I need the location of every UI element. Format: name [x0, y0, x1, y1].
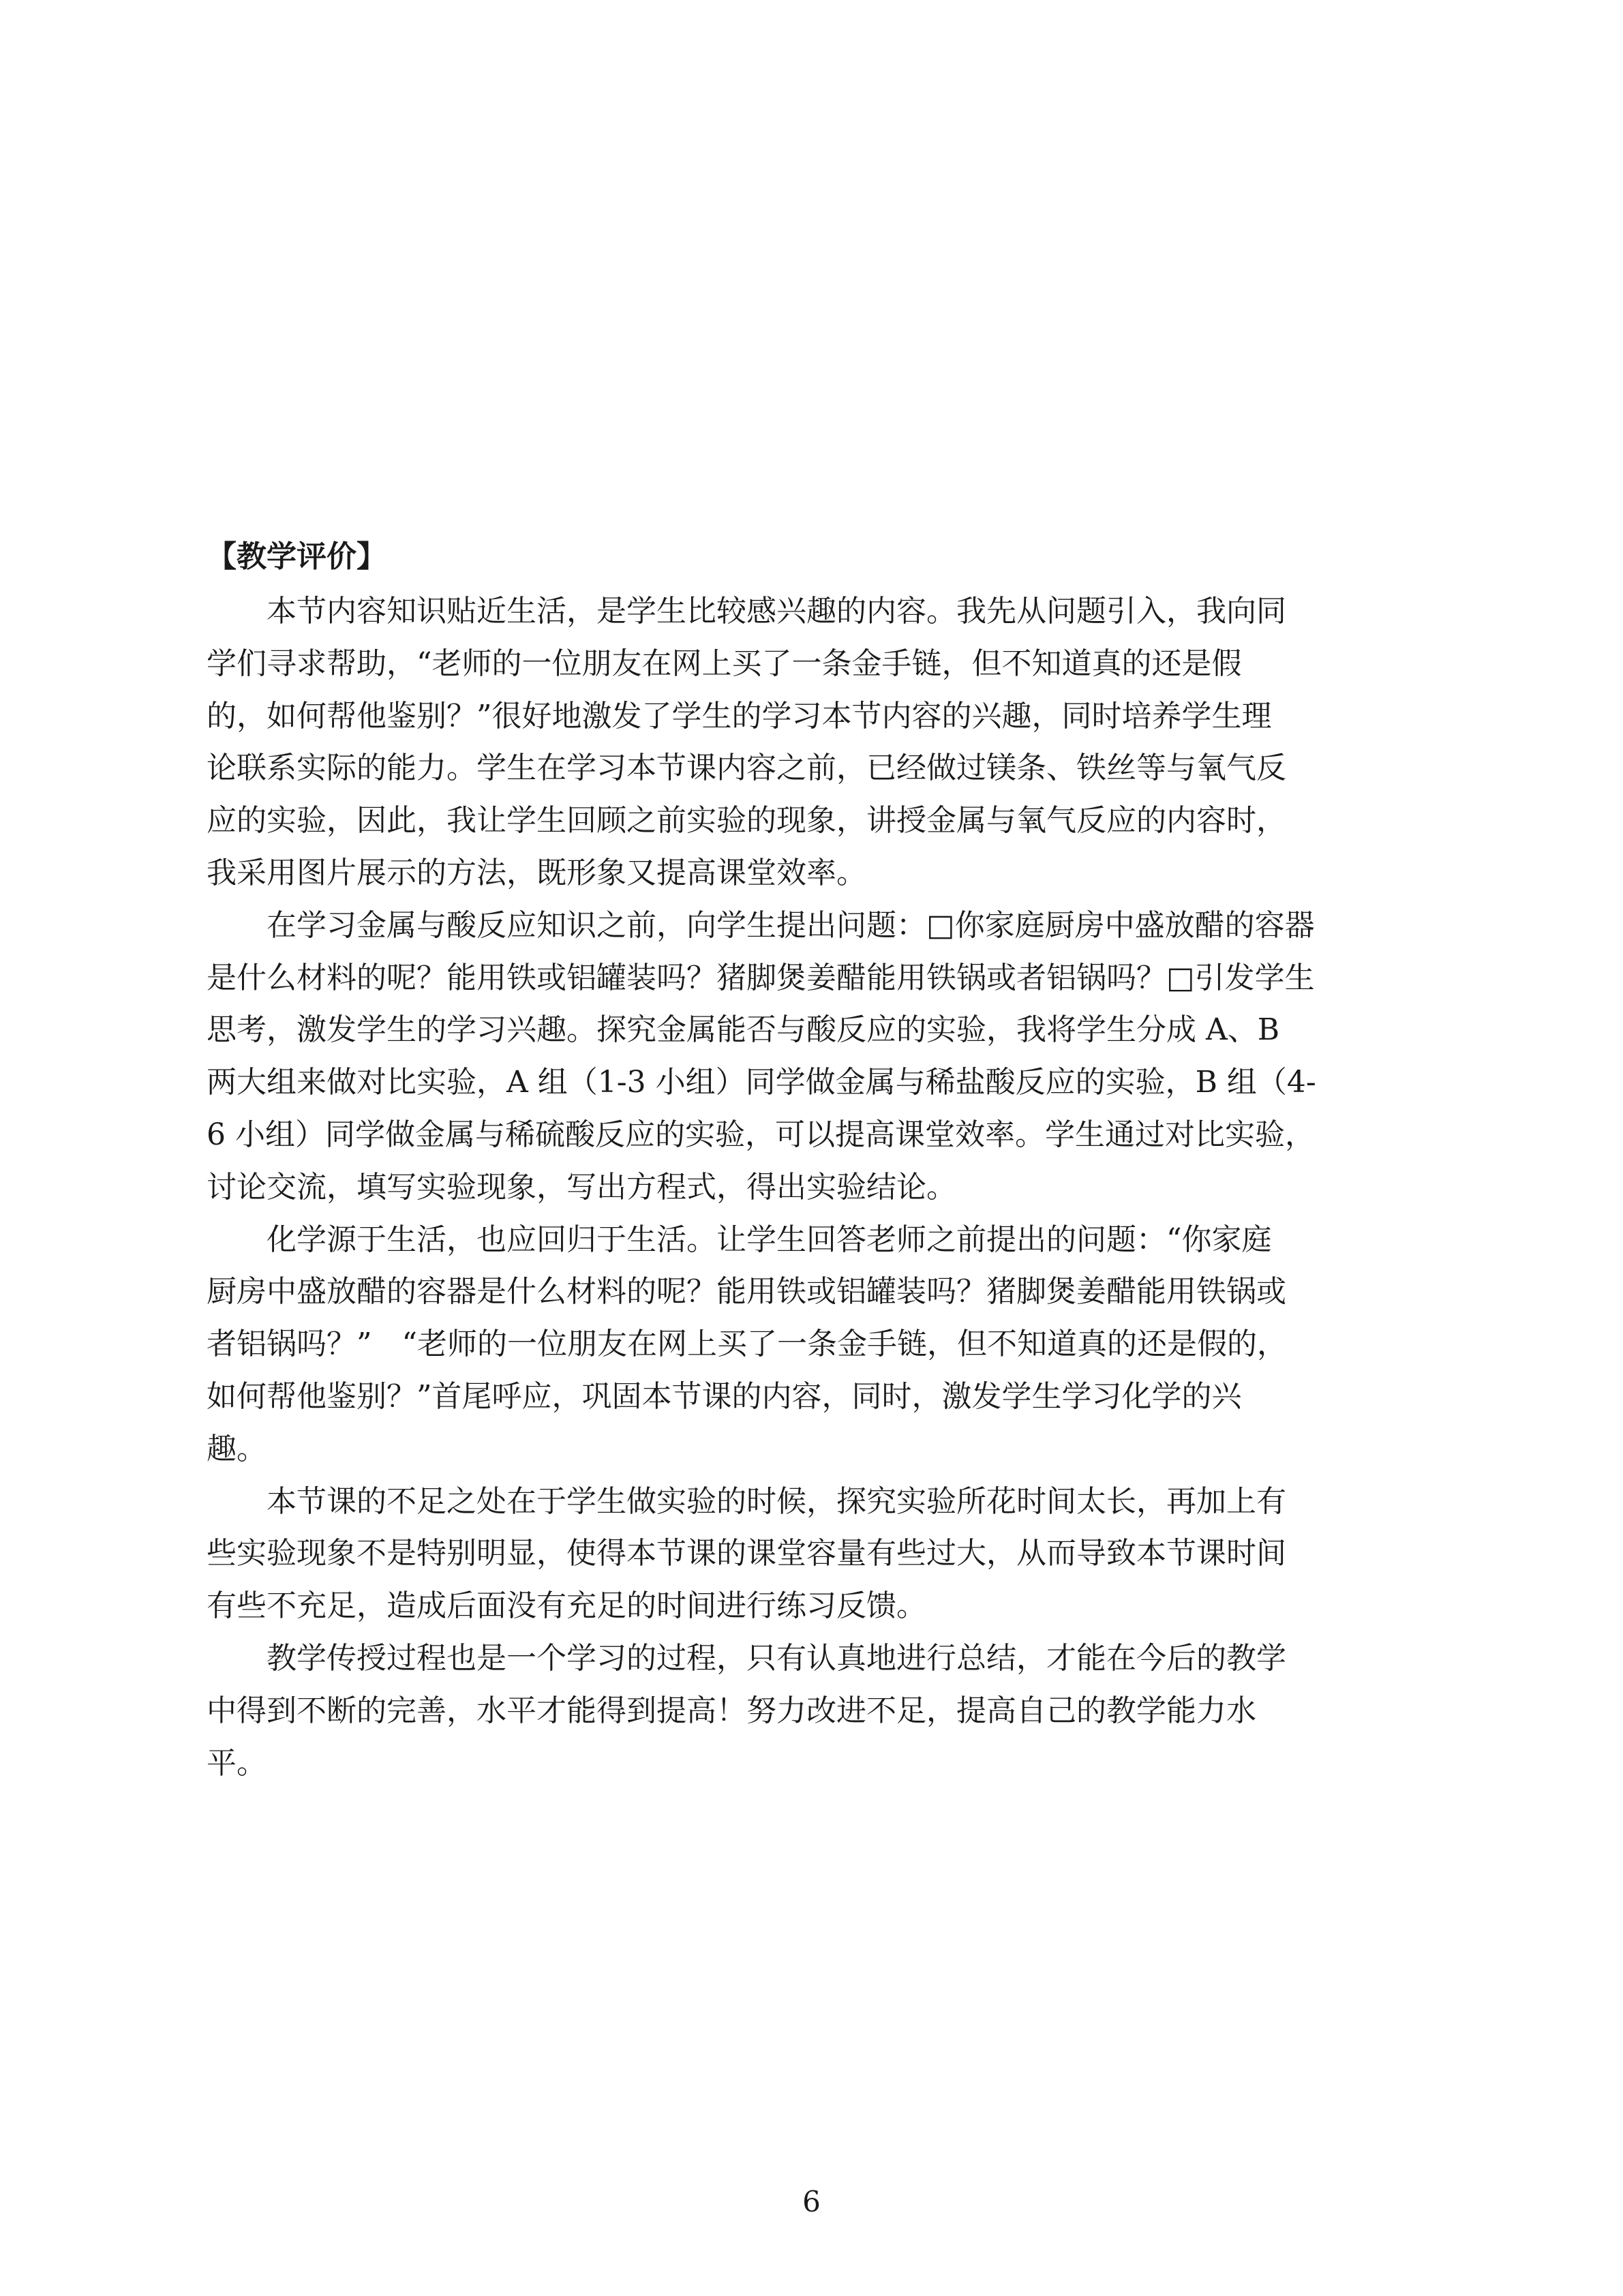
paragraph	[207, 900, 1393, 1214]
paragraph-line: 有些不充足，造成后面没有充足的时间进行练习反馈。	[207, 1588, 926, 1624]
paragraph-line: 如何帮他鉴别？”首尾呼应，巩固本节课的内容，同时，激发学生学习化学的兴	[207, 1378, 1242, 1414]
paragraph	[207, 1214, 1393, 1476]
paragraph-line: 本节内容知识贴近生活，是学生比较感兴趣的内容。我先从问题引入，我向同	[267, 594, 1286, 629]
paragraph-line: 的，如何帮他鉴别？”很好地激发了学生的学习本节内容的兴趣，同时培养学生理	[207, 698, 1272, 734]
paragraph-line: 中得到不断的完善，水平才能得到提高！努力改进不足，提高自己的教学能力水	[207, 1693, 1256, 1728]
paragraph-line: 本节课的不足之处在于学生做实验的时候，探究实验所花时间太长，再加上有	[267, 1483, 1286, 1519]
paragraph-line: 论联系实际的能力。学生在学习本节课内容之前，已经做过镁条、铁丝等与氧气反	[207, 751, 1286, 786]
paragraph-line: 些实验现象不是特别明显，使得本节课的课堂容量有些过大，从而导致本节课时间	[207, 1536, 1286, 1571]
paragraph	[207, 1476, 1393, 1633]
paragraph-line: 化学源于生活，也应回归于生活。让学生回答老师之前提出的问题：“你家庭	[267, 1222, 1272, 1257]
paragraph-line: 讨论交流，填写实验现象，写出方程式，得出实验结论。	[207, 1169, 956, 1205]
paragraph-line: 厨房中盛放醋的容器是什么材料的呢？能用铁或铝罐装吗？猪脚煲姜醋能用铁锅或	[207, 1274, 1286, 1310]
page-number: 6	[802, 2185, 821, 2218]
document-body	[207, 531, 1393, 1789]
paragraph-line: 学们寻求帮助，“老师的一位朋友在网上买了一条金手链，但不知道真的还是假	[207, 646, 1242, 681]
paragraph	[207, 1633, 1393, 1789]
paragraph-line: 者铝锅吗？” “老师的一位朋友在网上买了一条金手链，但不知道真的还是假的，	[207, 1327, 1287, 1362]
paragraph-line: 思考，激发学生的学习兴趣。探究金属能否与酸反应的实验，我将学生分成 A、B	[207, 1012, 1280, 1048]
paragraph-list	[207, 586, 1393, 1789]
paragraph-line: 我采用图片展示的方法，既形象又提高课堂效率。	[207, 855, 866, 890]
paragraph-line: 两大组来做对比实验，A 组（1-3 小组）同学做金属与稀盐酸反应的实验，B 组（4-	[207, 1065, 1316, 1100]
paragraph-line: 6 小组）同学做金属与稀硫酸反应的实验，可以提高课堂效率。学生通过对比实验，	[207, 1117, 1315, 1152]
paragraph	[207, 586, 1393, 900]
paragraph-line: 在学习金属与酸反应知识之前，向学生提出问题：□你家庭厨房中盛放醋的容器	[267, 907, 1315, 943]
paragraph-line: 教学传授过程也是一个学习的过程，只有认真地进行总结，才能在今后的教学	[267, 1640, 1286, 1676]
paragraph-line: 是什么材料的呢？能用铁或铝罐装吗？猪脚煲姜醋能用铁锅或者铝锅吗？□引发学生	[207, 960, 1315, 995]
section-heading: 【教学评价】	[207, 539, 386, 574]
paragraph-line: 应的实验，因此，我让学生回顾之前实验的现象，讲授金属与氧气反应的内容时，	[207, 803, 1286, 839]
paragraph-line: 趣。	[207, 1431, 267, 1466]
paragraph-line: 平。	[207, 1745, 267, 1781]
